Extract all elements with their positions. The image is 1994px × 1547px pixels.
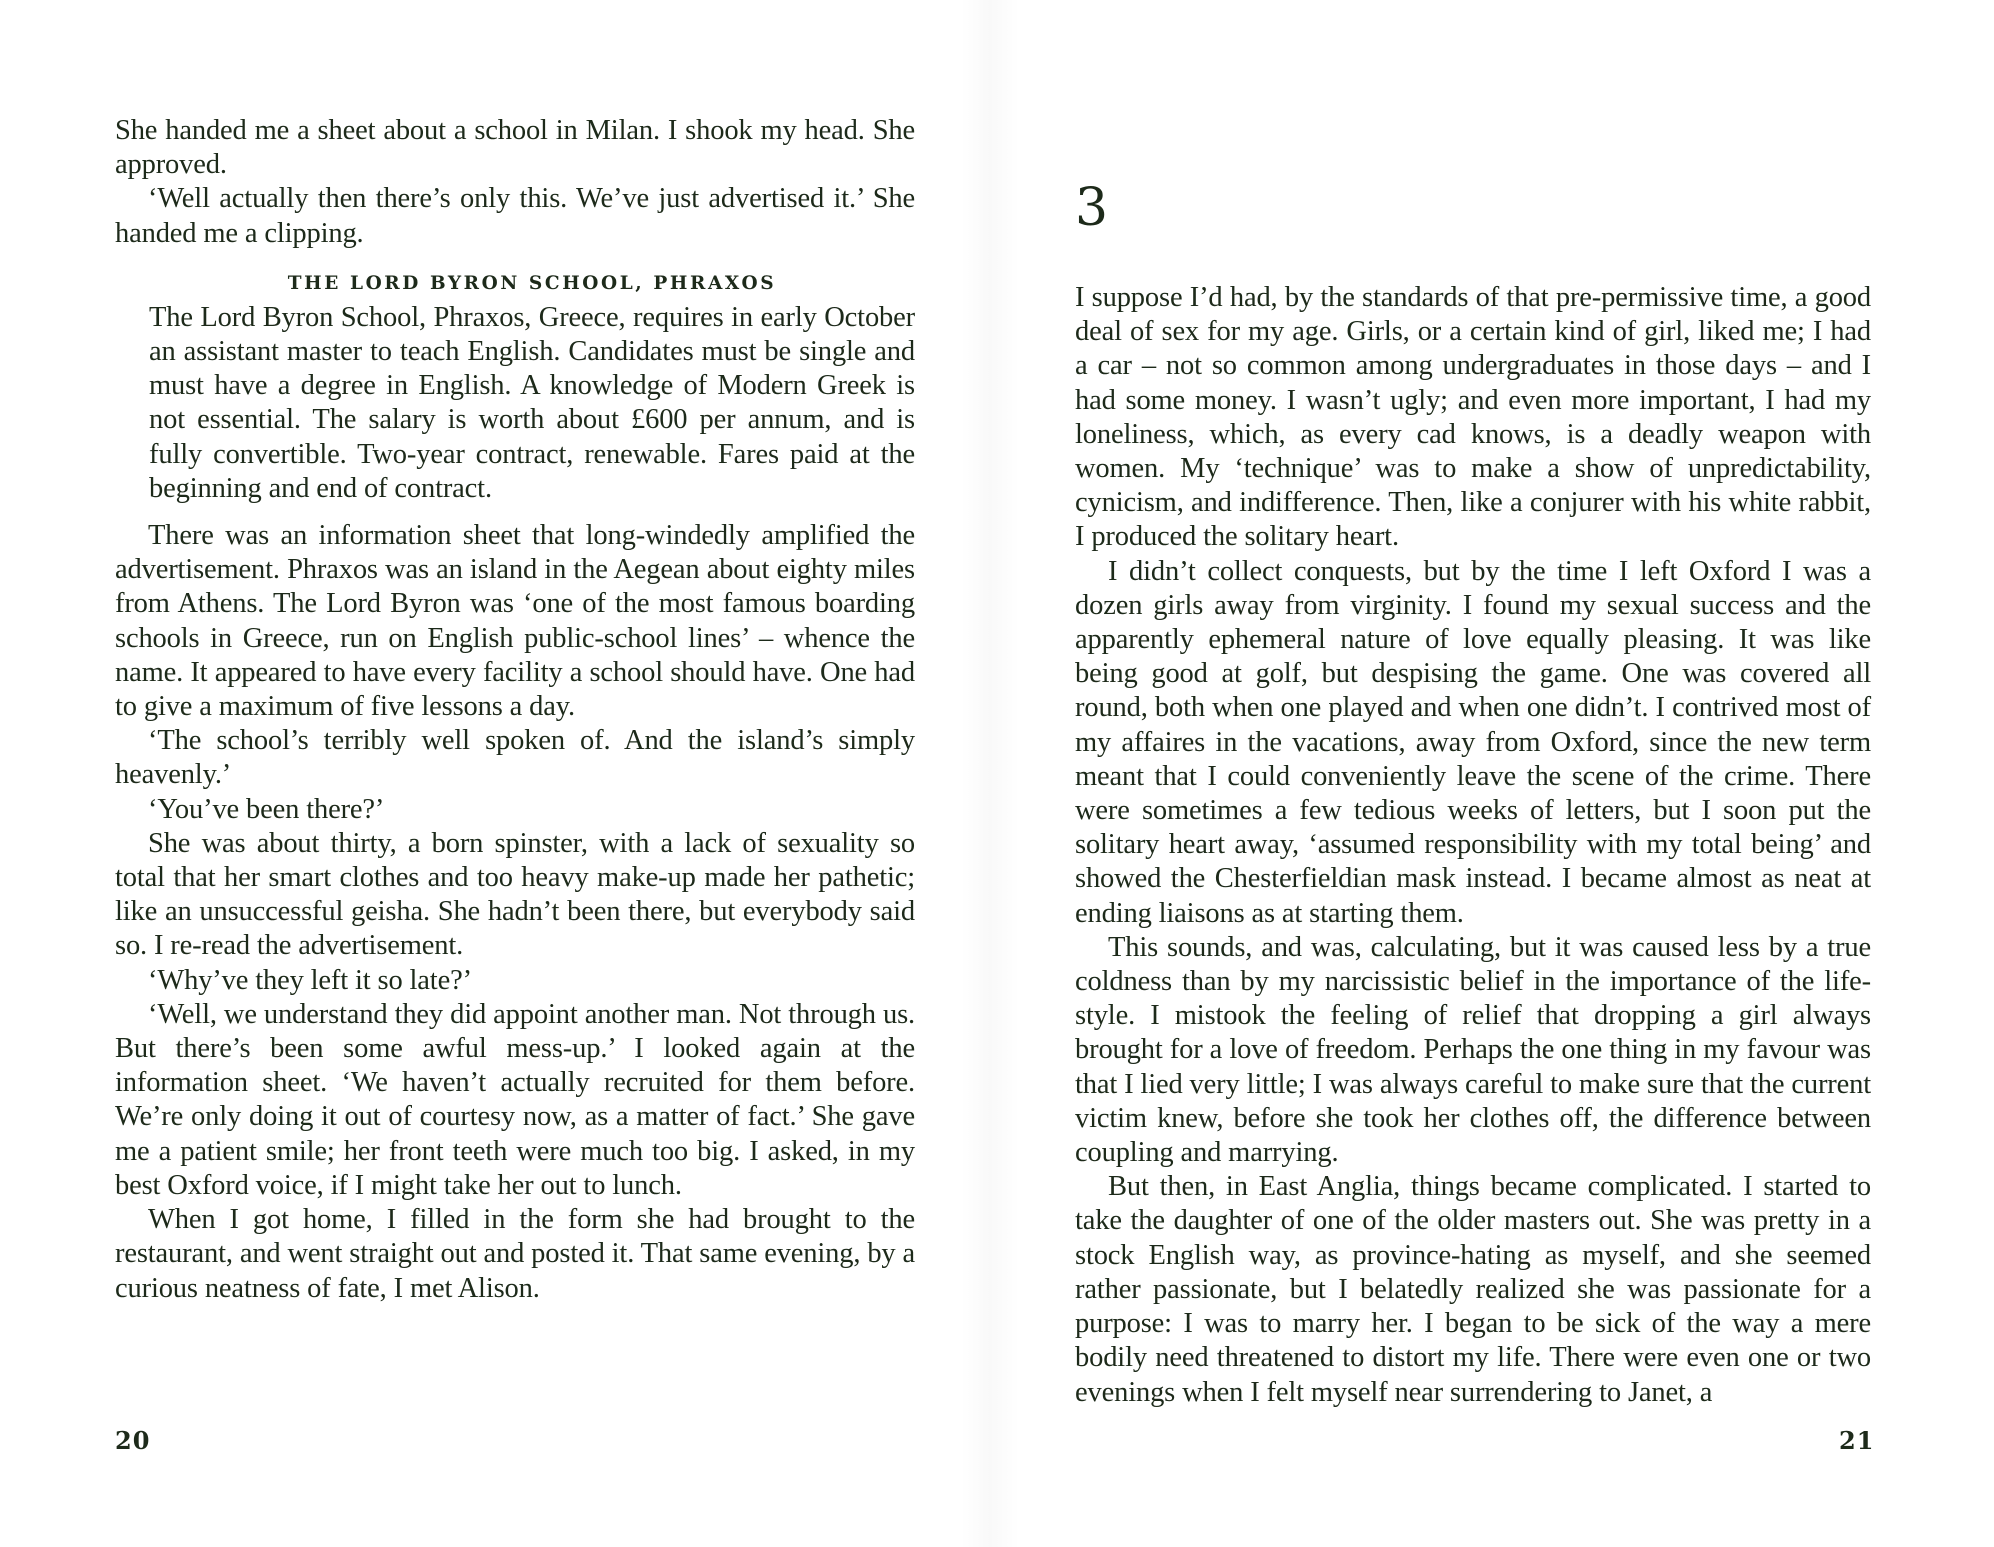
paragraph: I suppose I’d had, by the standards of that pre-permissive time, a good deal of sex for my age. Girls, or a certain kind of girl, liked me; I had a car – not so common among undergraduates in those days – and I had some money. I wasn’t ugly; and even more important, I had my loneliness, which, as every cad knows, is a deadly weapon with women. My ‘technique’ was to make a show of unpredictability, cynicism, and indifference. Then, like a conjurer with his white rabbit, I produced the solitary heart. bbox=[1075, 282, 1871, 553]
paragraph: ‘You’ve been there?’ bbox=[148, 793, 385, 825]
right-page-text bbox=[1075, 281, 1871, 1410]
paragraph: She was about thirty, a born spinster, with a lack of sexuality so total that her smart clothes and too heavy make-up made her pathetic; like an unsuccessful geisha. She hadn’t been there, but everybody said so. I re-read the advertisement. bbox=[115, 827, 915, 962]
paragraph: ‘The school’s terribly well spoken of. And the island’s simply heavenly.’ bbox=[115, 725, 915, 791]
page-number-right: 21 bbox=[1839, 1426, 1875, 1455]
paragraph: But then, in East Anglia, things became complicated. I started to take the daughter of one of the older masters out. She was pretty in a stock English way, as province-hating as myself, and she seemed rather passionate, but I belatedly realized she was passionate for a purpose: I was to marry her. I began to be sick of the way a mere bodily need threatened to distort my life. There were even one or two evenings when I felt myself near surrendering to Janet, a bbox=[1075, 1171, 1871, 1408]
advertisement-title: THE LORD BYRON SCHOOL, PHRAXOS bbox=[287, 272, 777, 294]
paragraph: ‘Well, we understand they did appoint another man. Not through us. But there’s been some awful mess-up.’ I looked again at the information sheet. ‘We haven’t actually recruited for them before. We’re only doing it out of courtesy now, as a matter of fact.’ She gave me a patient smile; her front teeth were much too big. I asked, in my best Oxford voice, if I might take her out to lunch. bbox=[115, 998, 915, 1201]
paragraph: She handed me a sheet about a school in Milan. I shook my head. She approved. bbox=[115, 115, 915, 181]
page-number-left: 20 bbox=[115, 1426, 151, 1455]
paragraph: ‘Well actually then there’s only this. We’ve just advertised it.’ She handed me a clipping. bbox=[115, 183, 915, 249]
advertisement-clipping bbox=[149, 271, 915, 506]
left-page-text bbox=[115, 114, 915, 1306]
paragraph: This sounds, and was, calculating, but it was caused less by a true coldness than by my narcissistic belief in the importance of the life-style. I mistook the feeling of relief that dropping a girl always brought for a love of freedom. Perhaps the one thing in my favour was that I lied very little; I was always careful to make sure that the current victim knew, before she took her clothes off, the difference between coupling and marrying. bbox=[1075, 931, 1871, 1169]
right-page bbox=[997, 0, 1994, 1547]
paragraph: ‘Why’ve they left it so late?’ bbox=[148, 964, 472, 996]
advertisement-body: The Lord Byron School, Phraxos, Greece, requires in early October an assistant master to teach English. Candidates must be single and must have a degree in English. A knowledge of Modern Greek is not essential. The salary is worth about £600 per annum, and is fully convertible. Two-year contract, renewable. Fares paid at the beginning and end of contract. bbox=[149, 301, 915, 504]
paragraph: I didn’t collect conquests, but by the time I left Oxford I was a dozen girls away from virginity. I found my sexual success and the apparently ephemeral nature of love equally pleasing. It was like being good at golf, but despising the game. One was covered all round, both when one played and when one didn’t. I contrived most of my affaires in the vacations, away from Oxford, since the new term meant that I could conveniently leave the scene of the crime. There were sometimes a few tedious weeks of letters, but I soon put the solitary heart away, ‘assumed responsibility with my total being’ and showed the Chesterfieldian mask instead. I became almost as neat at ending liaisons as at starting them. bbox=[1075, 555, 1871, 929]
paragraph: When I got home, I filled in the form she had brought to the restaurant, and went straight out and posted it. That same evening, by a curious neatness of fate, I met Alison. bbox=[115, 1204, 915, 1304]
paragraph: There was an information sheet that long-windedly amplified the advertisement. Phraxos was an island in the Aegean about eighty miles from Athens. The Lord Byron was ‘one of the most famous boarding schools in Greece, run on English public-school lines’ – whence the name. It appeared to have every facility a school should have. One had to give a maximum of five lessons a day. bbox=[115, 520, 915, 723]
chapter-heading: 3 bbox=[1075, 178, 1109, 238]
